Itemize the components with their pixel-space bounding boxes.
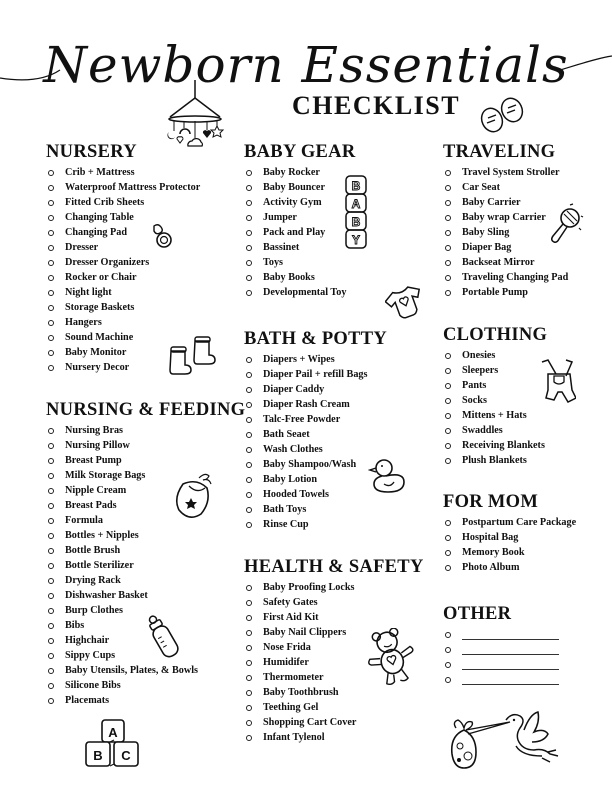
checkbox-circle[interactable] [246,432,252,438]
baby-blocks-icon [344,175,368,251]
checklist-item[interactable]: Fitted Crib Sheets [44,195,200,210]
checkbox-circle[interactable] [445,353,451,359]
checkbox-circle[interactable] [48,638,54,644]
checkbox-circle[interactable] [445,368,451,374]
checklist-item[interactable]: Traveling Changing Pad [441,270,568,285]
checklist-item[interactable]: Safety Gates [242,595,426,610]
checklist-item[interactable]: Breast Pump [44,453,247,468]
teddy-bear-icon [364,628,416,686]
checkbox-circle[interactable] [48,245,54,251]
checklist-item[interactable]: Baby Nail Clippers [242,625,426,640]
checkbox-circle[interactable] [246,660,252,666]
section-heading-traveling: TRAVELING [443,142,556,162]
checklist-item[interactable]: Pack and Play [242,225,358,240]
checkbox-circle[interactable] [48,260,54,266]
checkbox-circle[interactable] [246,170,252,176]
section-heading-for-mom: FOR MOM [443,492,539,512]
checklist-item[interactable]: Travel System Stroller [441,165,568,180]
checkbox-circle[interactable] [48,335,54,341]
checklist-item[interactable]: Highchair [44,633,247,648]
checkbox-circle[interactable] [445,565,451,571]
section-heading-nursing-feeding: NURSING & FEEDING [46,400,246,420]
checkbox-circle[interactable] [48,230,54,236]
checklist-item[interactable]: Crib + Mattress [44,165,200,180]
checkbox-circle[interactable] [48,458,54,464]
checklist-item[interactable]: Rocker or Chair [44,270,200,285]
checkbox-circle[interactable] [246,245,252,251]
title-text: Newborn Essentials [43,36,569,94]
checkbox-circle[interactable] [48,200,54,206]
checklist-item[interactable]: Backseat Mirror [441,255,568,270]
checkbox-circle[interactable] [246,200,252,206]
checkbox-circle[interactable] [48,428,54,434]
blank-checklist-item[interactable] [441,627,559,642]
checkbox-circle[interactable] [48,170,54,176]
checklist-item[interactable]: Baby wrap Carrier [441,210,568,225]
checklist-item[interactable]: Nipple Cream [44,483,247,498]
write-in-line[interactable] [462,669,559,670]
checklist-item[interactable]: Silicone Bibs [44,678,247,693]
checklist-item[interactable]: Pants [441,378,549,393]
checklist-other [441,627,559,687]
checkbox-circle[interactable] [445,458,451,464]
checkbox-circle[interactable] [246,230,252,236]
checklist-nursing-feeding [44,423,247,708]
checklist-item[interactable]: Hooded Towels [242,487,389,502]
checkbox-circle[interactable] [246,447,252,453]
svg-text:B: B [351,179,361,193]
checklist-item[interactable]: Receiving Blankets [441,438,549,453]
checklist-item[interactable]: Diaper Rash Cream [242,397,389,412]
section-clothing [441,325,549,468]
page-subtitle: CHECKLIST [292,91,461,120]
checkbox-circle[interactable] [246,260,252,266]
duck-icon [368,456,408,496]
checkbox-circle[interactable] [445,550,451,556]
checkbox-circle[interactable] [48,365,54,371]
checklist-item[interactable]: Photo Album [441,560,576,575]
checkbox-circle[interactable] [246,735,252,741]
abc-blocks-icon [82,716,146,772]
checklist-item[interactable]: Milk Storage Bags [44,468,247,483]
checklist-item[interactable]: Sound Machine [44,330,200,345]
checkbox-circle[interactable] [246,215,252,221]
checklist-item[interactable]: Dishwasher Basket [44,588,247,603]
checkbox-circle[interactable] [246,720,252,726]
checkbox-circle[interactable] [246,290,252,296]
checkbox-circle[interactable] [48,275,54,281]
section-for-mom [441,492,576,575]
checklist-item[interactable]: Hospital Bag [441,530,576,545]
checklist-item[interactable]: First Aid Kit [242,610,426,625]
blank-checklist-item[interactable] [441,657,559,672]
onesie-icon [385,285,425,321]
shoes-icon [478,96,526,134]
blank-checklist-item[interactable] [441,672,559,687]
checklist-item[interactable]: Placemats [44,693,247,708]
checklist-item[interactable]: Memory Book [441,545,576,560]
checklist-item[interactable]: Waterproof Mattress Protector [44,180,200,195]
checkbox-circle[interactable] [445,245,451,251]
checklist-item[interactable]: Postpartum Care Package [441,515,576,530]
section-heading-health-safety: HEALTH & SAFETY [244,557,424,577]
checklist-item[interactable]: Bibs [44,618,247,633]
checklist-item[interactable]: Baby Lotion [242,472,389,487]
checklist-item[interactable]: Humidifer [242,655,426,670]
checkbox-circle[interactable] [445,632,451,638]
checklist-item[interactable]: Night light [44,285,200,300]
rattle-icon [548,202,584,246]
checklist-item[interactable]: Bath Seaet [242,427,389,442]
checklist-item[interactable]: Baby Sling [441,225,568,240]
checkbox-circle[interactable] [48,623,54,629]
write-in-line[interactable] [462,639,559,640]
checkbox-circle[interactable] [445,185,451,191]
checklist-item[interactable]: Baby Books [242,270,358,285]
checkbox-circle[interactable] [246,507,252,513]
checkbox-circle[interactable] [48,683,54,689]
checklist-item[interactable]: Teething Gel [242,700,426,715]
checkbox-circle[interactable] [246,477,252,483]
checkbox-circle[interactable] [48,305,54,311]
checkbox-circle[interactable] [246,585,252,591]
checkbox-circle[interactable] [48,698,54,704]
checklist-item[interactable]: Drying Rack [44,573,247,588]
checkbox-circle[interactable] [246,645,252,651]
booties-icon [167,335,219,375]
checklist-item[interactable]: Diaper Pail + refill Bags [242,367,389,382]
checkbox-circle[interactable] [48,215,54,221]
checkbox-circle[interactable] [48,350,54,356]
checklist-item[interactable]: Activity Gym [242,195,358,210]
page-title [0,18,612,98]
checkbox-circle[interactable] [48,320,54,326]
checkbox-circle[interactable] [445,647,451,653]
checklist-item[interactable]: Bottle Sterilizer [44,558,247,573]
checklist-item[interactable]: Plush Blankets [441,453,549,468]
checkbox-circle[interactable] [246,387,252,393]
svg-text:B: B [351,215,361,229]
section-heading-baby-gear: BABY GEAR [244,142,356,162]
checkbox-circle[interactable] [48,473,54,479]
checkbox-circle[interactable] [445,230,451,236]
checkbox-circle[interactable] [246,615,252,621]
checklist-item[interactable]: Bottles + Nipples [44,528,247,543]
checklist-item[interactable]: Diaper Bag [441,240,568,255]
checklist-item[interactable]: Swaddles [441,423,549,438]
checklist-item[interactable]: Formula [44,513,247,528]
checklist-item[interactable]: Storage Baskets [44,300,200,315]
checkbox-circle[interactable] [246,630,252,636]
section-heading-nursery: NURSERY [46,142,137,162]
section-heading-bath-potty: BATH & POTTY [244,329,388,349]
svg-text:A: A [108,725,118,740]
checklist-item[interactable]: Jumper [242,210,358,225]
checkbox-circle[interactable] [48,593,54,599]
bib-icon [173,470,217,520]
checkbox-circle[interactable] [246,690,252,696]
checklist-item[interactable]: Developmental Toy [242,285,358,300]
checklist-item[interactable]: Baby Rocker [242,165,358,180]
svg-text:A: A [351,197,361,211]
checkbox-circle[interactable] [445,535,451,541]
write-in-line[interactable] [462,654,559,655]
checklist-item[interactable]: Sippy Cups [44,648,247,663]
checklist-item[interactable]: Toys [242,255,358,270]
checkbox-circle[interactable] [445,290,451,296]
checkbox-circle[interactable] [48,185,54,191]
checkbox-circle[interactable] [445,200,451,206]
checklist-item[interactable]: Changing Table [44,210,200,225]
checklist-item[interactable]: Burp Clothes [44,603,247,618]
svg-text:B: B [93,748,103,763]
section-baby-gear [242,142,361,300]
section-bath-potty [242,329,389,532]
checklist-item[interactable]: Bassinet [242,240,358,255]
checklist-item[interactable]: Wash Clothes [242,442,389,457]
checkbox-circle[interactable] [445,398,451,404]
checklist-item[interactable]: Hangers [44,315,200,330]
checklist-item[interactable]: Socks [441,393,549,408]
checklist-item[interactable]: Nursing Pillow [44,438,247,453]
checklist-item[interactable]: Changing Pad [44,225,200,240]
checklist-item[interactable]: Mittens + Hats [441,408,549,423]
checklist-item[interactable]: Bottle Brush [44,543,247,558]
checklist-item[interactable]: Dresser [44,240,200,255]
checkbox-circle[interactable] [246,275,252,281]
checkbox-circle[interactable] [48,518,54,524]
checklist-item[interactable]: Nursery Decor [44,360,200,375]
checklist-item[interactable]: Thermometer [242,670,426,685]
checklist-item[interactable]: Baby Bouncer [242,180,358,195]
checkbox-circle[interactable] [246,705,252,711]
checkbox-circle[interactable] [445,443,451,449]
checkbox-circle[interactable] [48,533,54,539]
checklist-item[interactable]: Baby Toothbrush [242,685,426,700]
checkbox-circle[interactable] [445,215,451,221]
overalls-icon [540,358,576,404]
checkbox-circle[interactable] [246,357,252,363]
checkbox-circle[interactable] [445,260,451,266]
blank-checklist-item[interactable] [441,642,559,657]
mobile-icon [162,80,242,150]
checkbox-circle[interactable] [445,170,451,176]
checklist-item[interactable]: Shopping Cart Cover [242,715,426,730]
bottle-icon [145,612,181,662]
checkbox-circle[interactable] [445,520,451,526]
checkbox-circle[interactable] [246,492,252,498]
checklist-item[interactable]: Car Seat [441,180,568,195]
checkbox-circle[interactable] [48,608,54,614]
checklist-item[interactable]: Talc-Free Powder [242,412,389,427]
checklist-item[interactable]: Rinse Cup [242,517,389,532]
checklist-item[interactable]: Diaper Caddy [242,382,389,397]
checklist-item[interactable]: Bath Toys [242,502,389,517]
checkbox-circle[interactable] [48,443,54,449]
checkbox-circle[interactable] [246,600,252,606]
checklist-item[interactable]: Baby Utensils, Plates, & Bowls [44,663,247,678]
section-other [441,604,559,687]
checklist-item[interactable]: Baby Proofing Locks [242,580,426,595]
checklist-bath-potty [242,352,389,532]
section-heading-other: OTHER [443,604,512,624]
checkbox-circle[interactable] [48,503,54,509]
checklist-item[interactable]: Baby Carrier [441,195,568,210]
checkbox-circle[interactable] [445,413,451,419]
checkbox-circle[interactable] [445,275,451,281]
checklist-item[interactable]: Portable Pump [441,285,568,300]
checklist-item[interactable]: Baby Shampoo/Wash [242,457,389,472]
svg-text:Y: Y [351,233,361,247]
checklist-item[interactable]: Onesies [441,348,549,363]
checkbox-circle[interactable] [48,290,54,296]
write-in-line[interactable] [462,684,559,685]
svg-text:C: C [121,748,131,763]
checkbox-circle[interactable] [246,522,252,528]
checklist-item[interactable]: Diapers + Wipes [242,352,389,367]
checkbox-circle[interactable] [445,428,451,434]
checklist-item[interactable]: Breast Pads [44,498,247,513]
checkbox-circle[interactable] [246,675,252,681]
checkbox-circle[interactable] [246,402,252,408]
checkbox-circle[interactable] [48,563,54,569]
checkbox-circle[interactable] [48,668,54,674]
checkbox-circle[interactable] [246,185,252,191]
checkbox-circle[interactable] [246,417,252,423]
checkbox-circle[interactable] [48,578,54,584]
checkbox-circle[interactable] [48,488,54,494]
checklist-item[interactable]: Nose Frida [242,640,426,655]
stork-icon [450,710,560,774]
checkbox-circle[interactable] [48,653,54,659]
checklist-for-mom [441,515,576,575]
checkbox-circle[interactable] [445,662,451,668]
checklist-item[interactable]: Nursing Bras [44,423,247,438]
checkbox-circle[interactable] [445,677,451,683]
checklist-clothing [441,348,549,468]
checklist-item[interactable]: Sleepers [441,363,549,378]
checklist-item[interactable]: Baby Monitor [44,345,200,360]
checklist-item[interactable]: Infant Tylenol [242,730,426,745]
checklist-baby-gear [242,165,361,300]
pacifier-icon [150,222,174,250]
checklist-item[interactable]: Dresser Organizers [44,255,200,270]
section-heading-clothing: CLOTHING [443,325,548,345]
checkbox-circle[interactable] [48,548,54,554]
checkbox-circle[interactable] [246,372,252,378]
checkbox-circle[interactable] [246,462,252,468]
checkbox-circle[interactable] [445,383,451,389]
